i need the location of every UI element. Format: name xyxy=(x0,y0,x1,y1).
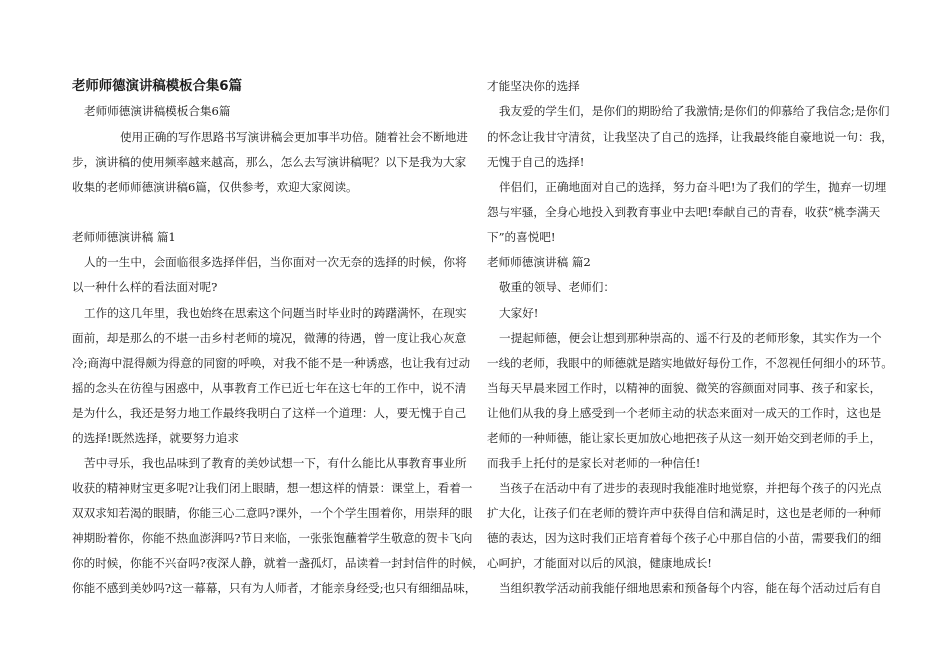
paragraph-line: 的选择!既然选择，就要努力追求 xyxy=(72,431,239,445)
paragraph-line: 敬重的领导、老师们： xyxy=(499,280,615,294)
paragraph-line: 怨与牢骚，全身心地投入到教育事业中去吧!奉献自己的青春，收获“桃李满天 xyxy=(487,205,881,219)
paragraph-line: 人的一生中，会面临很多选择伴侣，当你面对一次无奈的选择的时候，你将 xyxy=(84,255,467,269)
paragraph-line: 工作的这几年里，我也始终在思索这个问题当时毕业时的踌躇满怀，在现实 xyxy=(84,306,467,320)
paragraph-line: 无愧于自己的选择! xyxy=(487,155,585,169)
section-heading: 老师师德演讲稿 篇2 xyxy=(487,255,591,269)
paragraph-line: 一提起师德，便会让想到那种崇高的、遥不行及的老师形象，其实作为一个 xyxy=(499,331,882,345)
paragraph-line: 大家好! xyxy=(499,306,539,320)
document-title: 老师师德演讲稿模板合集6篇 xyxy=(72,79,243,94)
paragraph-line: 德的表达，因为这时我们正培育着每个孩子心中那自信的小苗，需要我们的细 xyxy=(487,531,882,545)
intro-line: 使用正确的写作思路书写演讲稿会更加事半功倍。随着社会不断地进 xyxy=(120,130,468,144)
intro-line: 步，演讲稿的使用频率越来越高，那么，怎么去写演讲稿呢？以下是我为大家 xyxy=(72,155,467,169)
paragraph-line: 我友爱的学生们，是你们的期盼给了我激情;是你们的仰慕给了我信念;是你们 xyxy=(499,104,890,118)
paragraph-line: 以一种什么样的看法面对呢? xyxy=(72,280,218,294)
paragraph-line: 当每天早晨来园工作时，以精神的面貌、微笑的容颜面对同事、孩子和家长， xyxy=(487,381,882,395)
intro-line: 收集的老师师德演讲稿6篇，仅供参考，欢迎大家阅读。 xyxy=(72,180,358,194)
paragraph-line: 扩大化，让孩子们在老师的赞许声中获得自信和满足时，这也是老师的一种师 xyxy=(487,506,882,520)
paragraph-line: 下”的喜悦吧! xyxy=(487,230,556,244)
paragraph-line: 冷;商海中混得颇为得意的同窗的呼唤，对我不能不是一种诱惑，也让我有过动 xyxy=(72,356,471,370)
paragraph-line: 才能坚决你的选择 xyxy=(487,79,580,93)
paragraph-line: 摇的念头在彷徨与困惑中，从事教育工作已近七年在这七年的工作中，说不清 xyxy=(72,381,467,395)
paragraph-line: 苦中寻乐，我也品味到了教育的美妙试想一下，有什么能比从事教育事业所 xyxy=(84,456,467,470)
document-subtitle: 老师师德演讲稿模板合集6篇 xyxy=(84,104,231,118)
paragraph-line: 当孩子在活动中有了进步的表现时我能准时地觉察，并把每个孩子的闪光点 xyxy=(499,481,882,495)
paragraph-line: 心呵护，才能面对以后的风浪，健康地成长! xyxy=(487,556,712,570)
paragraph-line: 面前，却是那么的不堪一击乡村老师的境况，微薄的待遇，曾一度让我心灰意 xyxy=(72,331,467,345)
paragraph-line: 双双求知若渴的眼睛，你能三心二意吗?课外，一个个学生围着你，用崇拜的眼 xyxy=(72,506,473,520)
section-heading: 老师师德演讲稿 篇1 xyxy=(72,230,176,244)
paragraph-line: 你能不感到美妙吗?这一幕幕，只有为人师者，才能亲身经受;也只有细细品味， xyxy=(72,581,477,595)
paragraph-line: 你的时候，你能不兴奋吗?夜深人静，就着一盏孤灯，品读着一封封信件的时候， xyxy=(72,556,484,570)
paragraph-line: 一线的老师，我眼中的师德就是踏实地做好每份工作，不忽视任何细小的环节。 xyxy=(487,356,893,370)
paragraph-line: 当组织教学活动前我能仔细地思索和预备每个内容，能在每个活动过后有自 xyxy=(499,581,882,595)
paragraph-line: 是为什么，我还是努力地工作最终我明白了这样一个道理：人，要无愧于自己 xyxy=(72,406,467,420)
paragraph-line: 老师的一种师德，能让家长更加放心地把孩子从这一刻开始交到老师的手上， xyxy=(487,431,882,445)
paragraph-line: 让他们从我的身上感受到一个老师主动的状态来面对一成天的工作时，这也是 xyxy=(487,406,882,420)
paragraph-line: 的怀念让我甘守清贫，让我坚决了自己的选择，让我最终能自豪地说一句：我， xyxy=(487,130,893,144)
paragraph-line: 神期盼着你，你能不热血澎湃吗?节日来临，一张张饱蘸着学生敬意的贺卡飞向 xyxy=(72,531,473,545)
paragraph-line: 收获的精神财宝更多呢?让我们闭上眼睛，想一想这样的情景：课堂上，看着一 xyxy=(72,481,473,495)
paragraph-line: 伴侣们，正确地面对自己的选择，努力奋斗吧!为了我们的学生，抛弃一切埋 xyxy=(499,180,887,194)
paragraph-line: 而我手上托付的是家长对老师的一种信任! xyxy=(487,456,701,470)
